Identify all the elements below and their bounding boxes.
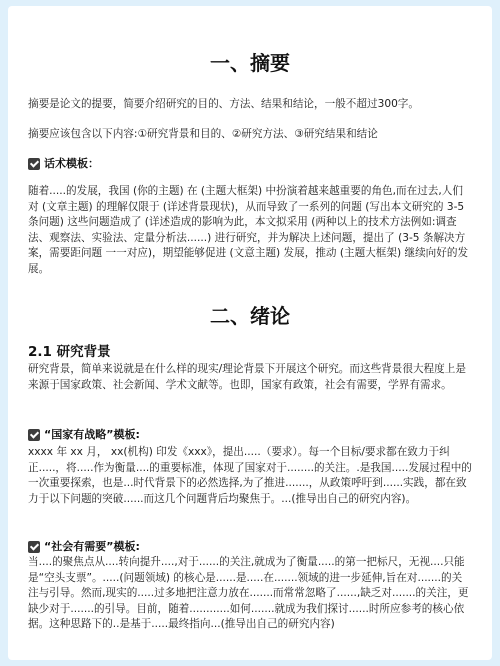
template2-text: 当....的聚焦点从....转向提升....,对于......的关注,就成为了衡量.....的第一把标尺，无视....只能是“空头支票”。.....(问题领域) 的核心是......是.....在.......领域的进一步延伸,旨在对.......的关注与引导。然而,现实的.....过多地把注意力放在.......而常常忽略了......,缺乏对.......的关注，更缺少对于.......的引导。目前，随着............如何.......就成为我们探讨......时所应参考的核心依据。这种思路下的..是基于.....最终指向...(推导出自己的研究内容) xyxy=(28,556,469,630)
checkbox-icon xyxy=(28,158,40,170)
checkbox-icon xyxy=(28,541,40,553)
section1-title: 一、摘要 xyxy=(210,51,290,75)
template2-heading: “社会有需要”模板: xyxy=(8,539,492,555)
template1-heading: “国家有战略”模板: xyxy=(8,427,492,443)
background-text: 研究背景，简单来说就是在什么样的现实/理论背景下开展这个研究。而这些背景很大程度上是来源于国家政策、社会新闻、学术文献等。也即，国家有政策，社会有需要，学界有需求。 xyxy=(28,363,466,391)
checkbox-icon xyxy=(28,429,40,441)
abstract-para-1: 摘要是论文的提要，简要介绍研究的目的、方法、结果和结论，一般不超过300字。 xyxy=(28,98,419,110)
template-text: 随着.....的发展，我国 (你的主题) 在 (主题大框架) 中扮演着越来越重要的角色,而在过去,人们对 (文章主题) 的理解仅限于 (详述背景现状)，从而导致了一系列的问题 (写出本文研究的 3-5 条问题) 这些问题造成了 (详述造成的影响为此，本文拟采用 (两种以上的技术方法例如:调查法、观察法、实验法、定量分析法......) 进行研究，并为解决上述问题，提出了 (3-5 条解决方案，需要距问题 一一对应)，期望能够促进 (文意主题) 发展，推动 (主题大框架) 继续向好的发展。 xyxy=(28,185,469,275)
subsection-title: 2.1 研究背景 xyxy=(28,344,111,360)
section2-title: 二、绪论 xyxy=(210,304,290,328)
template1-text: xxxx 年 xx 月， xx(机构) 印发《xxx》，提出.....（要求）。每一个目标/要求都在致力于纠正.....，将.....作为衡量....的重要标准，体现了国家对于........的关注。.是我国.....发展过程中的一次重要探索，也是...时代背景下的必然选择,为了推进.......，从政策呼吁到......实践，都在致力于以下问题的突破......而这几个问题背后均聚焦于。...(推导出自己的研究内容)。 xyxy=(28,446,472,505)
abstract-para-2: 摘要应该包含以下内容:①研究背景和目的、②研究方法、③研究结果和结论 xyxy=(28,128,378,140)
template-heading: 话术模板： xyxy=(8,156,492,172)
document-card xyxy=(8,6,492,660)
